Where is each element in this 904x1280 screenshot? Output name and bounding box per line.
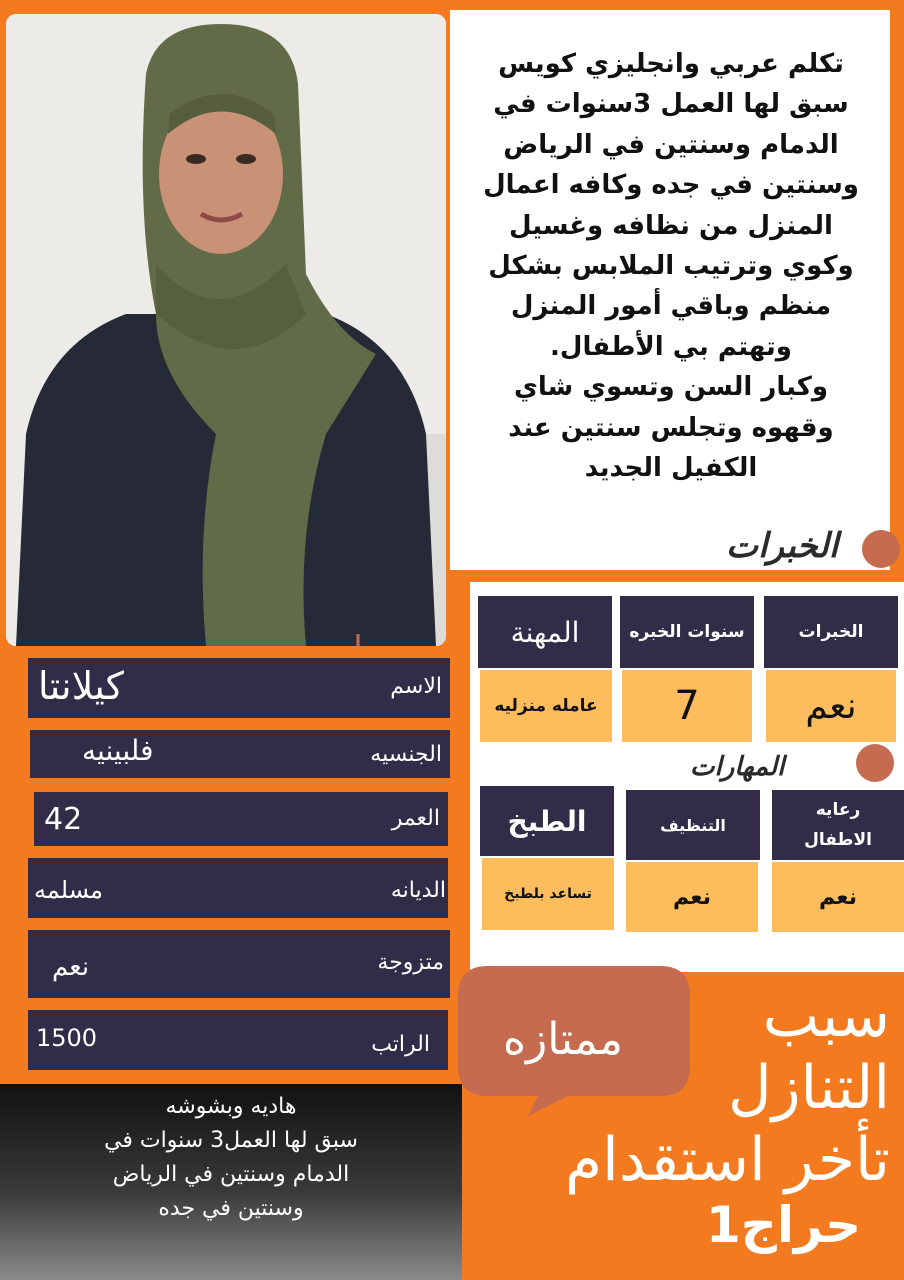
value-cooking: تساعد بلطبخ — [482, 858, 614, 930]
row-salary — [28, 1010, 448, 1070]
worker-photo — [6, 14, 446, 646]
summary-line: هاديه وبشوشه — [165, 1094, 297, 1119]
row-name — [28, 658, 450, 718]
description-line: وسنتين في جده وكافه اعمال — [483, 170, 859, 201]
value-profession: عامله منزليه — [480, 670, 612, 742]
value-experience: نعم — [766, 670, 896, 742]
row-nationality — [30, 730, 450, 778]
bubble-text: ممتازه — [503, 1014, 623, 1065]
skills-dot — [856, 744, 894, 782]
name-label: الاسم — [390, 674, 442, 699]
age-value: 42 — [44, 802, 83, 837]
header-years: سنوات الخبره — [620, 596, 754, 668]
summary-line: سبق لها العمل3 سنوات في — [104, 1128, 358, 1153]
description-line: الدمام وسنتين في الرياض — [503, 129, 839, 160]
skills-title: المهارات — [690, 752, 785, 782]
description-line: وقهوه وتجلس سنتين عند — [508, 412, 834, 443]
description-line: الكفيل الجديد — [584, 453, 758, 484]
religion-value: مسلمه — [34, 876, 103, 904]
header-childcare: رعايه الاطفال — [772, 790, 904, 860]
description-text — [470, 44, 872, 488]
description-line: وكوي وترتيب الملابس بشكل — [488, 251, 854, 282]
row-age — [34, 792, 448, 846]
tag-text: حراج1 — [706, 1196, 862, 1254]
nationality-value: فلبينيه — [82, 734, 154, 767]
age-label: العمر — [391, 806, 440, 831]
header-cleaning: التنظيف — [626, 790, 760, 860]
reason-line: التنازل — [727, 1053, 890, 1123]
marital-value: نعم — [52, 952, 90, 982]
summary-line: الدمام وسنتين في الرياض — [112, 1162, 350, 1187]
name-value: كيلانتا — [38, 664, 124, 708]
experience-title: الخبرات — [726, 526, 839, 566]
marital-label: متزوجة — [377, 950, 444, 975]
reason-line: سبب — [762, 981, 890, 1051]
salary-value: 1500 — [36, 1024, 98, 1052]
reason-text — [520, 980, 890, 1196]
row-marital — [28, 930, 450, 998]
summary-text — [0, 1090, 462, 1226]
description-line: تكلم عربي وانجليزي كويس — [498, 49, 844, 79]
religion-label: الديانه — [390, 878, 446, 903]
description-line: سبق لها العمل 3سنوات في — [493, 89, 849, 120]
value-years: 7 — [622, 670, 752, 742]
description-line: وكبار السن وتسوي شاي — [514, 372, 828, 403]
header-profession: المهنة — [478, 596, 612, 668]
reason-line: تأخر استقدام — [565, 1125, 890, 1195]
header-cooking: الطبخ — [480, 786, 614, 856]
value-childcare: نعم — [772, 862, 904, 932]
experience-dot — [862, 530, 900, 568]
header-experience: الخبرات — [764, 596, 898, 668]
description-line: وتهتم بي الأطفال. — [550, 331, 792, 362]
salary-label: الراتب — [371, 1032, 430, 1057]
description-line: المنزل من نظافه وغسيل — [509, 210, 833, 241]
summary-line: وسنتين في جده — [158, 1196, 304, 1221]
value-cleaning: نعم — [626, 862, 758, 932]
nationality-label: الجنسيه — [370, 742, 442, 767]
description-line: منظم وباقي أمور المنزل — [510, 291, 832, 322]
row-religion — [28, 858, 448, 918]
